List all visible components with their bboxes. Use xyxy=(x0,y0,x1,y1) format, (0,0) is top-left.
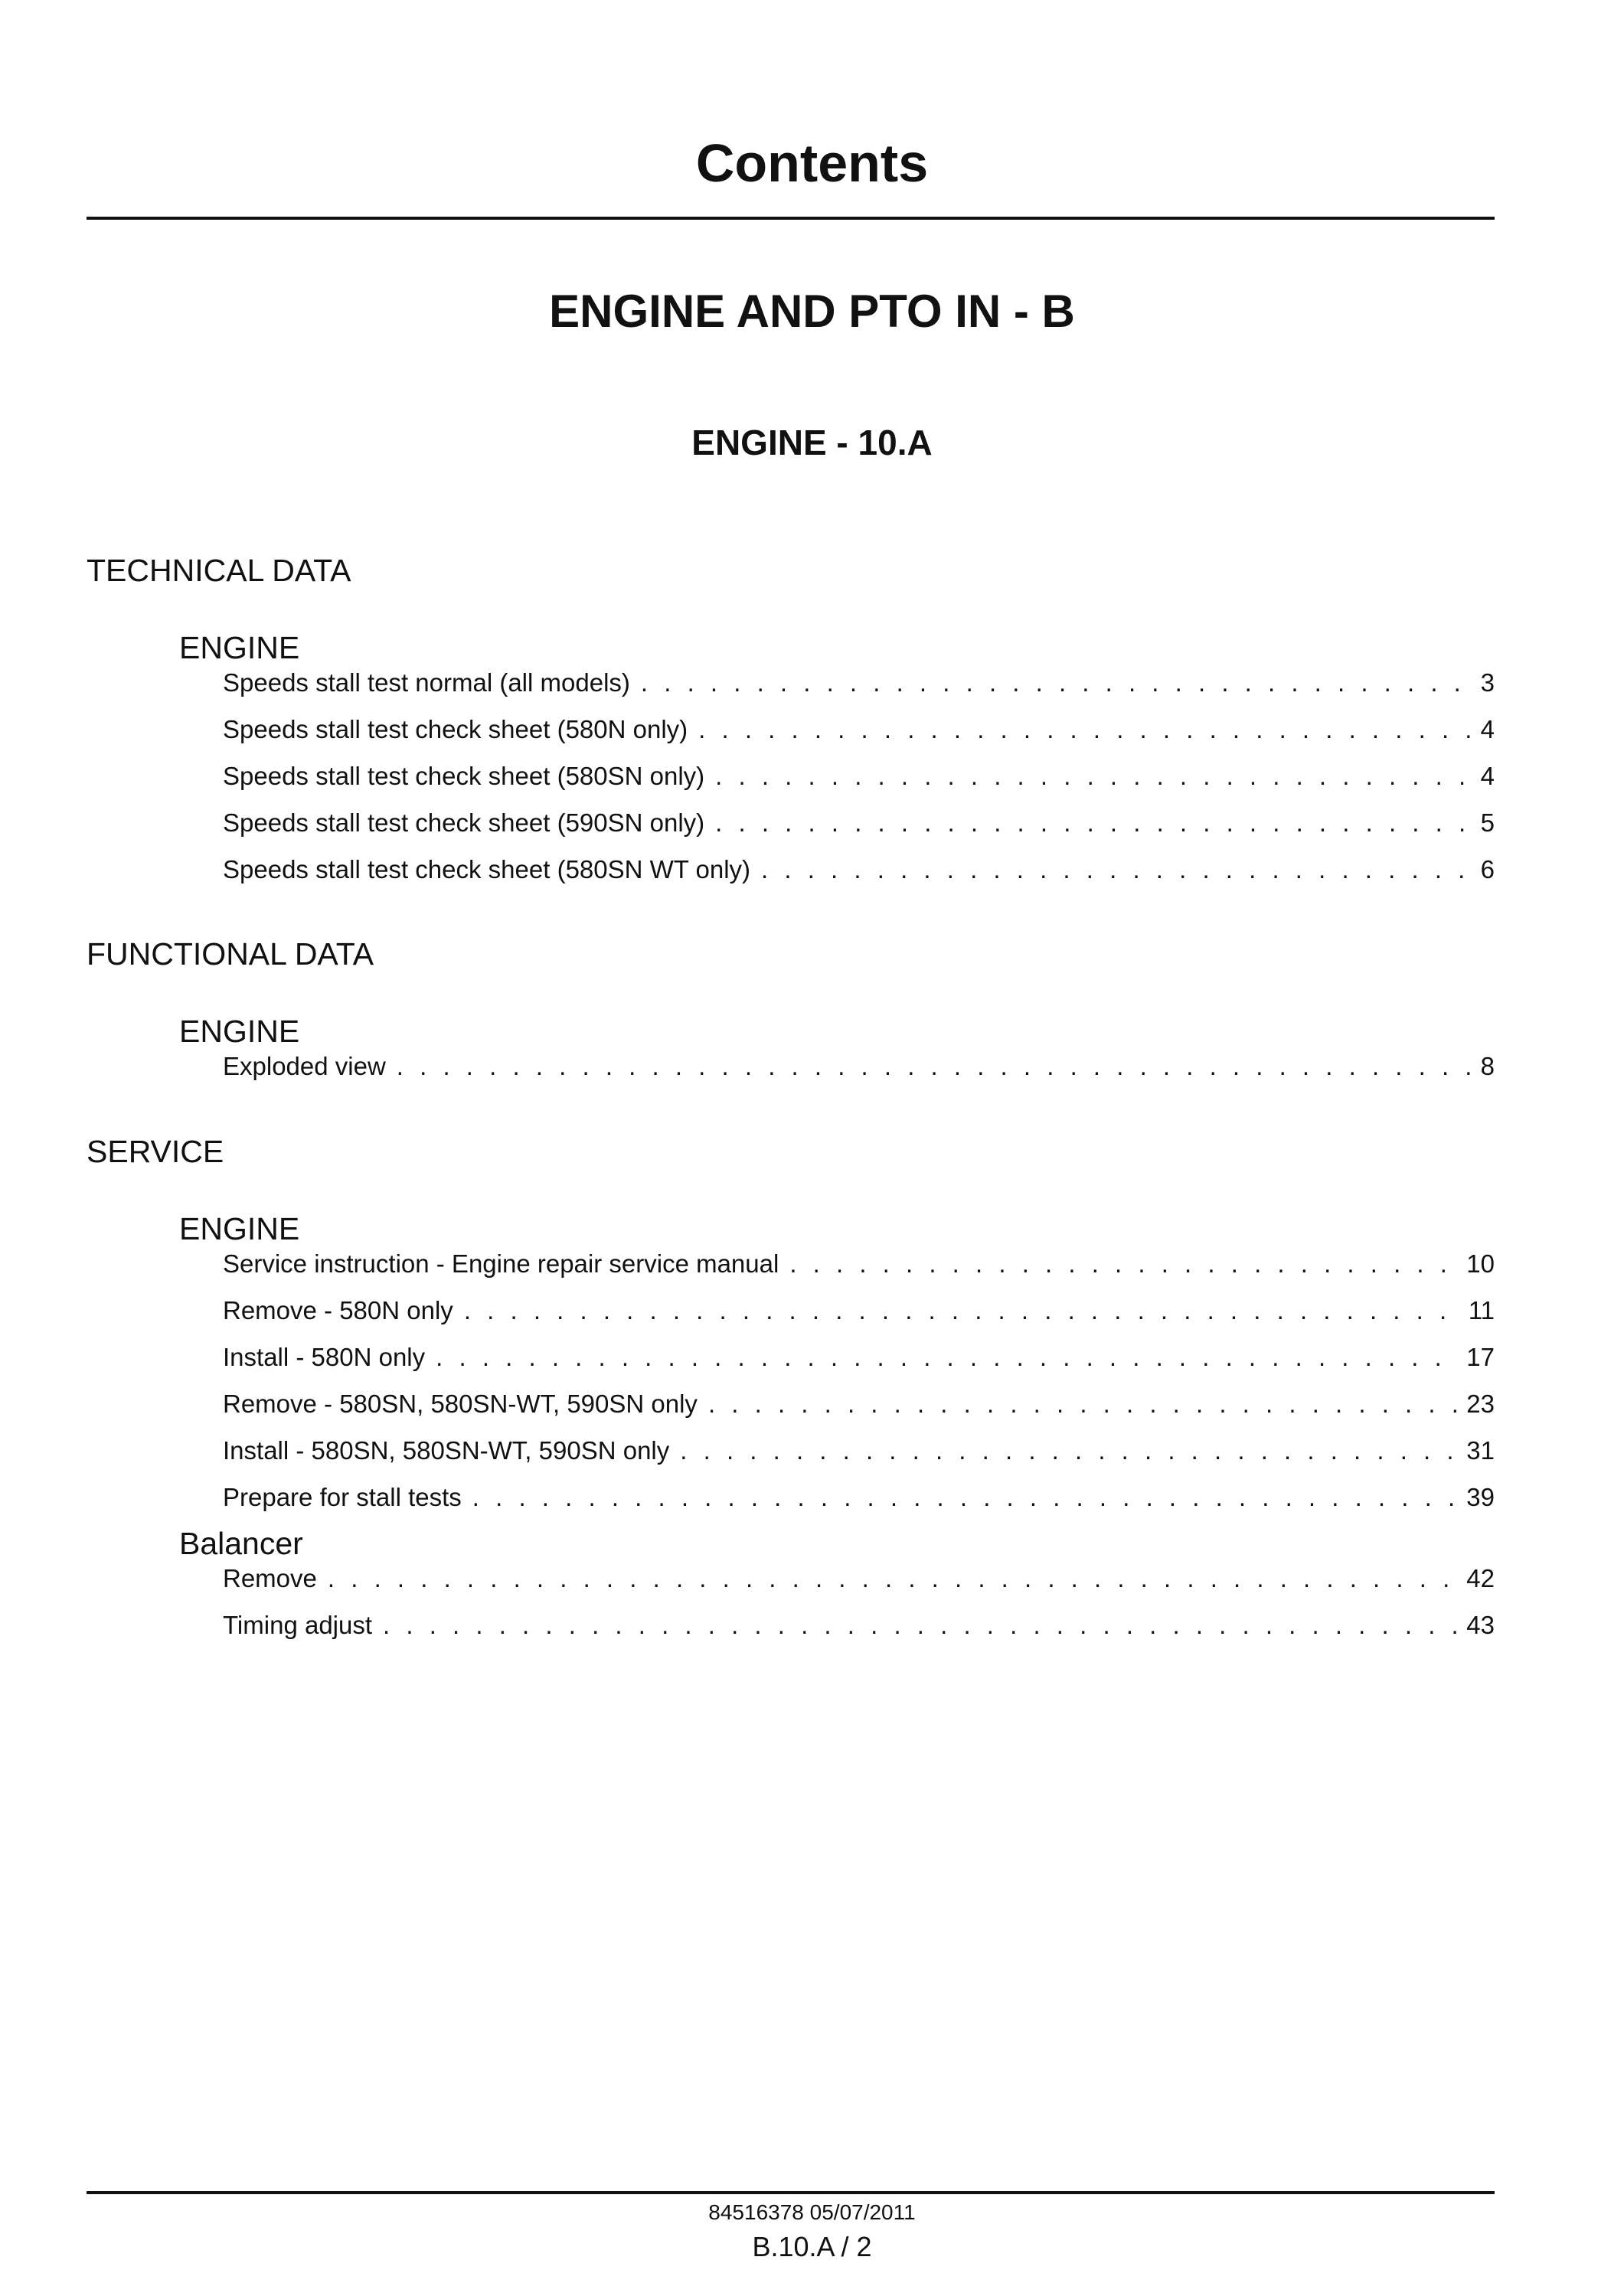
dot-leader xyxy=(761,854,1475,885)
toc-entry-page: 3 xyxy=(1480,668,1495,697)
dot-leader xyxy=(436,1342,1460,1373)
dot-leader xyxy=(397,1051,1475,1082)
toc-entry-page: 6 xyxy=(1480,855,1495,883)
toc-entry-label: Speeds stall test normal (all models) xyxy=(223,668,630,697)
group-title-engine: ENGINE xyxy=(179,1211,300,1246)
toc-entry-page: 17 xyxy=(1466,1343,1495,1371)
toc-entry-label: Service instruction - Engine repair service manual xyxy=(223,1249,779,1278)
toc-entry[interactable] xyxy=(223,1249,1495,1279)
page-title: Contents xyxy=(695,133,929,193)
toc-entry[interactable] xyxy=(223,854,1495,885)
header-divider xyxy=(87,217,1495,220)
dot-leader xyxy=(641,668,1475,698)
toc-entry-page: 8 xyxy=(1480,1052,1495,1080)
toc-entry-label: Exploded view xyxy=(223,1052,386,1080)
toc-entry-label: Speeds stall test check sheet (580N only) xyxy=(223,715,688,743)
group-title-engine: ENGINE xyxy=(179,1014,300,1049)
toc-entry-page: 11 xyxy=(1468,1296,1495,1324)
toc-entry[interactable] xyxy=(223,1610,1495,1641)
dot-leader xyxy=(715,808,1474,838)
toc-entry[interactable] xyxy=(223,1435,1495,1466)
dot-leader xyxy=(680,1435,1460,1466)
footer-divider xyxy=(87,2191,1495,2194)
dot-leader xyxy=(708,1389,1460,1419)
dot-leader xyxy=(789,1249,1460,1279)
dot-leader xyxy=(464,1295,1462,1326)
toc-entry-page: 5 xyxy=(1480,808,1495,837)
dot-leader xyxy=(698,714,1474,745)
toc-entry[interactable] xyxy=(223,1051,1495,1082)
footer-document-id: 84516378 05/07/2011 xyxy=(708,2200,916,2224)
part-title: ENGINE AND PTO IN - B xyxy=(549,286,1075,337)
section-title-service: SERVICE xyxy=(87,1134,224,1169)
dot-leader xyxy=(472,1482,1460,1513)
toc-entry-page: 42 xyxy=(1466,1564,1495,1592)
toc-entry[interactable] xyxy=(223,668,1495,698)
section-title-technical-data: TECHNICAL DATA xyxy=(87,553,351,588)
toc-entry-label: Speeds stall test check sheet (590SN only) xyxy=(223,808,705,837)
toc-entry[interactable] xyxy=(223,761,1495,792)
chapter-title: ENGINE - 10.A xyxy=(691,423,933,462)
toc-entry-page: 43 xyxy=(1466,1611,1495,1639)
toc-entry-page: 4 xyxy=(1480,715,1495,743)
toc-entry[interactable] xyxy=(223,1295,1495,1326)
toc-entry-page: 39 xyxy=(1466,1483,1495,1511)
toc-entry-page: 10 xyxy=(1466,1249,1495,1278)
footer-page-reference: B.10.A / 2 xyxy=(752,2231,872,2262)
toc-entry-label: Install - 580N only xyxy=(223,1343,426,1371)
toc-entry[interactable] xyxy=(223,1482,1495,1513)
toc-entry[interactable] xyxy=(223,1389,1495,1419)
dot-leader xyxy=(715,761,1474,792)
toc-entry[interactable] xyxy=(223,1563,1495,1594)
toc-entry-label: Speeds stall test check sheet (580SN WT only) xyxy=(223,855,751,883)
toc-entry-label: Remove xyxy=(223,1564,317,1592)
toc-entry[interactable] xyxy=(223,808,1495,838)
group-title-balancer: Balancer xyxy=(179,1526,303,1561)
toc-entry-page: 4 xyxy=(1480,762,1495,790)
toc-entry-label: Install - 580SN, 580SN-WT, 590SN only xyxy=(223,1436,670,1465)
toc-entry[interactable] xyxy=(223,714,1495,745)
toc-entry-label: Prepare for stall tests xyxy=(223,1483,462,1511)
toc-entry-page: 23 xyxy=(1466,1390,1495,1418)
toc-entry-label: Timing adjust xyxy=(223,1611,373,1639)
toc-entry[interactable] xyxy=(223,1342,1495,1373)
group-title-engine: ENGINE xyxy=(179,630,300,665)
dot-leader xyxy=(328,1563,1460,1594)
toc-entry-label: Remove - 580N only xyxy=(223,1296,453,1324)
toc-entry-label: Remove - 580SN, 580SN-WT, 590SN only xyxy=(223,1390,698,1418)
toc-entry-page: 31 xyxy=(1466,1436,1495,1465)
section-title-functional-data: FUNCTIONAL DATA xyxy=(87,936,374,972)
toc-entry-label: Speeds stall test check sheet (580SN only) xyxy=(223,762,705,790)
dot-leader xyxy=(383,1610,1460,1641)
